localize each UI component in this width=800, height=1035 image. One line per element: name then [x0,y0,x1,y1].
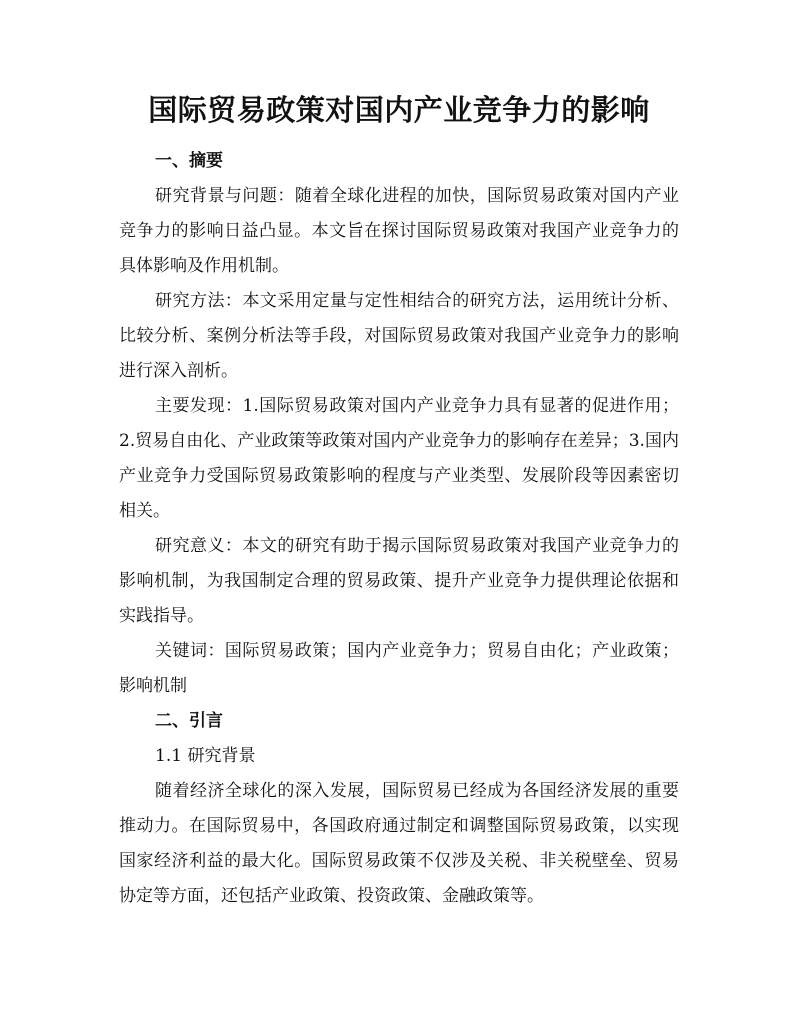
section-heading-introduction: 二、引言 [155,711,223,731]
abstract-findings-paragraph: 主要发现：1.国际贸易政策对国内产业竞争力具有显著的促进作用；2.贸易自由化、产业政策等政策对国内产业竞争力的影响存在差异；3.国内产业竞争力受国际贸易政策影响的程度与产业类型、发展阶段等因素密切相关。 [119,396,679,521]
abstract-significance-paragraph: 研究意义：本文的研究有助于揭示国际贸易政策对我国产业竞争力的影响机制，为我国制定合理的贸易政策、提升产业竞争力提供理论依据和实践指导。 [119,536,679,626]
section-heading-abstract: 一、摘要 [155,151,223,171]
abstract-background-paragraph: 研究背景与问题：随着全球化进程的加快，国际贸易政策对国内产业竞争力的影响日益凸显。本文旨在探讨国际贸易政策对我国产业竞争力的具体影响及作用机制。 [119,186,679,276]
keywords-paragraph: 关键词：国际贸易政策；国内产业竞争力；贸易自由化；产业政策；影响机制 [119,641,679,696]
subsection-heading-background: 1.1 研究背景 [155,746,256,766]
abstract-method-paragraph: 研究方法：本文采用定量与定性相结合的研究方法，运用统计分析、比较分析、案例分析法等手段，对国际贸易政策对我国产业竞争力的影响进行深入剖析。 [119,291,679,381]
document-title: 国际贸易政策对国内产业竞争力的影响 [148,93,650,127]
introduction-background-paragraph: 随着经济全球化的深入发展，国际贸易已经成为各国经济发展的重要推动力。在国际贸易中，各国政府通过制定和调整国际贸易政策，以实现国家经济利益的最大化。国际贸易政策不仅涉及关税、非关税壁垒、贸易协定等方面，还包括产业政策、投资政策、金融政策等。 [119,781,679,906]
document-body [119,144,679,914]
